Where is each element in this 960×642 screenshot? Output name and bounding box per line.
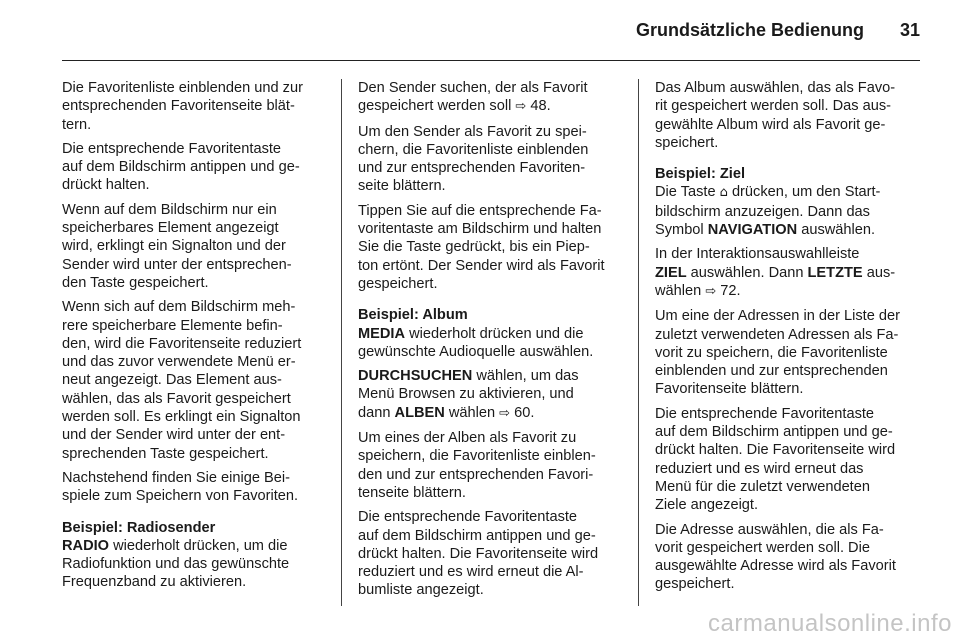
- text-line: ton ertönt. Der Sender wird als Favorit: [358, 257, 605, 274]
- text-line: wählen: [655, 282, 706, 299]
- text-line: Die Taste: [655, 184, 720, 201]
- button-name: NAVIGATION: [707, 222, 798, 239]
- text-line: ausgewählte Adresse wird als Favorit: [655, 558, 896, 575]
- text-line: tenseite blättern.: [358, 484, 466, 501]
- paragraph: [62, 298, 332, 463]
- text-line: vorit zu speichern, die Favoritenliste: [655, 344, 888, 361]
- column-divider: [638, 79, 639, 606]
- text-line: Radiofunktion und das gewünschte: [62, 556, 290, 573]
- text-line: vorit gespeichert werden soll. Die: [655, 539, 870, 556]
- paragraph: [62, 469, 332, 506]
- text-line: den und zur entsprechenden Favori-: [358, 466, 594, 483]
- button-name: RADIO: [62, 537, 110, 554]
- text-line: Die entsprechende Favoritentaste: [62, 140, 282, 157]
- button-name: MEDIA: [358, 325, 406, 342]
- text-line: Menü Browsen zu aktivieren, und: [358, 386, 574, 403]
- paragraph: [62, 201, 332, 292]
- button-name: LETZTE: [807, 264, 863, 281]
- text-line: rere speicherbare Elemente befin-: [62, 317, 283, 334]
- paragraph: [358, 367, 628, 423]
- column-divider: [341, 79, 342, 606]
- home-key-icon: ⌂: [719, 185, 728, 201]
- example-heading: Beispiel: Ziel: [655, 166, 746, 183]
- text-line: Symbol: [655, 222, 708, 239]
- page-reference-arrow-icon: ⇨: [499, 405, 511, 421]
- text-line: den Taste gespeichert.: [62, 274, 209, 291]
- page-reference: 60.: [514, 404, 535, 421]
- paragraph: [655, 245, 925, 301]
- text-line: gespeichert.: [358, 275, 438, 292]
- text-line: reduziert und es wird erneut die Al-: [358, 564, 584, 581]
- page-reference-arrow-icon: ⇨: [705, 283, 717, 299]
- text-line: entsprechenden Favoritenseite blät-: [62, 98, 295, 115]
- text-line: Ziele angezeigt.: [655, 497, 759, 514]
- text-line: spiele zum Speichern von Favoriten.: [62, 488, 299, 505]
- paragraph: [358, 79, 628, 117]
- text-line: auf dem Bildschirm antippen und ge-: [62, 159, 300, 176]
- text-line: chern, die Favoritenliste einblenden: [358, 141, 589, 158]
- text-line: und der Sender wird unter der ent-: [62, 427, 286, 444]
- page-header: [0, 0, 960, 62]
- text-line: zuletzt verwendeten Adressen als Fa-: [655, 326, 899, 343]
- text-line: bildschirm anzuzeigen. Dann das: [655, 203, 870, 220]
- page-reference-arrow-icon: ⇨: [515, 99, 527, 115]
- paragraph: [62, 140, 332, 195]
- text-line: drückt halten. Die Favoritenseite wird: [358, 545, 599, 562]
- text-line: Die Adresse auswählen, die als Fa-: [655, 521, 884, 538]
- text-line: wiederholt drücken, um die: [109, 537, 288, 554]
- page-reference: 72.: [720, 282, 741, 299]
- page-number: 31: [899, 20, 920, 40]
- text-line: auswählen. Dann: [686, 264, 808, 281]
- text-column-2: [358, 79, 628, 606]
- paragraph: [358, 429, 628, 502]
- text-line: gewünschte Audioquelle auswählen.: [358, 343, 594, 360]
- text-line: speichern, die Favoritenliste einblen-: [358, 448, 596, 465]
- paragraph: [358, 123, 628, 196]
- text-line: tern.: [62, 116, 92, 133]
- example-heading: Beispiel: Album: [358, 307, 468, 324]
- text-column-3: [655, 79, 925, 600]
- text-line: drückt halten. Die Favoritenseite wird: [655, 442, 896, 459]
- button-name: ZIEL: [655, 264, 687, 281]
- text-line: reduziert und es wird erneut das: [655, 460, 864, 477]
- text-line: neut angezeigt. Das Element aus-: [62, 372, 282, 389]
- text-column-1: [62, 79, 332, 598]
- text-line: drückt halten.: [62, 177, 150, 194]
- text-line: Menü für die zuletzt verwendeten: [655, 478, 870, 495]
- text-line: Wenn auf dem Bildschirm nur ein: [62, 201, 277, 218]
- text-line: Den Sender suchen, der als Favorit: [358, 80, 588, 96]
- text-line: Um eine der Adressen in der Liste der: [655, 308, 900, 325]
- text-line: auswählen.: [797, 222, 876, 239]
- button-name: DURCHSUCHEN: [358, 368, 473, 385]
- paragraph: [358, 508, 628, 599]
- page-title: Grundsätzliche Bedienung: [635, 20, 864, 40]
- text-line: und das zuvor verwendete Menü er-: [62, 354, 296, 371]
- text-line: Um eines der Alben als Favorit zu: [358, 430, 577, 447]
- text-line: einblenden und zur entsprechenden: [655, 363, 888, 380]
- text-line: Sie die Taste gedrückt, bis ein Piep-: [358, 239, 590, 256]
- text-line: Wenn sich auf dem Bildschirm meh-: [62, 299, 296, 316]
- text-line: gespeichert werden soll: [358, 98, 516, 115]
- text-line: gespeichert.: [655, 576, 735, 593]
- text-line: gewählte Album wird als Favorit ge-: [655, 116, 886, 133]
- button-name: ALBEN: [394, 404, 445, 421]
- header-rule: [62, 60, 920, 61]
- text-line: wiederholt drücken und die: [405, 325, 584, 342]
- text-line: den, wird die Favoritenseite reduziert: [62, 335, 302, 352]
- text-line: rit gespeichert werden soll. Das aus-: [655, 98, 892, 115]
- text-line: aus-: [862, 264, 896, 281]
- text-line: werden soll. Es erklingt ein Signalton: [62, 409, 301, 426]
- text-line: wählen, um das: [472, 368, 579, 385]
- text-line: auf dem Bildschirm antippen und ge-: [358, 527, 596, 544]
- text-line: Die entsprechende Favoritentaste: [358, 509, 578, 526]
- text-line: speicherbares Element angezeigt: [62, 220, 279, 237]
- text-line: speichert.: [655, 134, 719, 151]
- text-line: Frequenzband zu aktivieren.: [62, 574, 247, 591]
- text-line: seite blättern.: [358, 178, 446, 195]
- text-line: Um den Sender als Favorit zu spei-: [358, 123, 587, 140]
- text-line: auf dem Bildschirm antippen und ge-: [655, 424, 893, 441]
- text-line: wählen, das als Favorit gespeichert: [62, 390, 291, 407]
- paragraph: [655, 79, 925, 152]
- paragraph: [655, 307, 925, 398]
- text-line: bumliste angezeigt.: [358, 582, 484, 599]
- paragraph: [655, 521, 925, 594]
- paragraph: [358, 306, 628, 361]
- text-line: In der Interaktionsauswahlleiste: [655, 246, 860, 263]
- text-line: wird, erklingt ein Signalton und der: [62, 238, 286, 255]
- text-line: sprechenden Taste gespeichert.: [62, 445, 269, 462]
- text-line: Sender wird unter der entsprechen-: [62, 256, 292, 273]
- text-line: Favoritenseite blättern.: [655, 381, 804, 398]
- paragraph: [62, 519, 332, 592]
- text-line: voritentaste am Bildschirm und halten: [358, 221, 602, 238]
- text-line: drücken, um den Start-: [727, 184, 881, 201]
- text-line: Das Album auswählen, das als Favo-: [655, 80, 896, 96]
- text-line: und zur entsprechenden Favoriten-: [358, 160, 586, 177]
- paragraph: [358, 202, 628, 293]
- text-line: Tippen Sie auf die entsprechende Fa-: [358, 202, 602, 219]
- text-line: wählen: [444, 404, 500, 421]
- page-reference: 48.: [530, 98, 551, 115]
- paragraph: [655, 405, 925, 515]
- text-line: dann: [358, 404, 395, 421]
- watermark: carmanualsonline.info: [708, 610, 952, 637]
- paragraph: [655, 165, 925, 239]
- text-line: Die Favoritenliste einblenden und zur: [62, 80, 303, 96]
- text-line: Die entsprechende Favoritentaste: [655, 405, 875, 422]
- example-heading: Beispiel: Radiosender: [62, 519, 216, 536]
- text-line: Nachstehend finden Sie einige Bei-: [62, 469, 290, 486]
- paragraph: [62, 79, 332, 134]
